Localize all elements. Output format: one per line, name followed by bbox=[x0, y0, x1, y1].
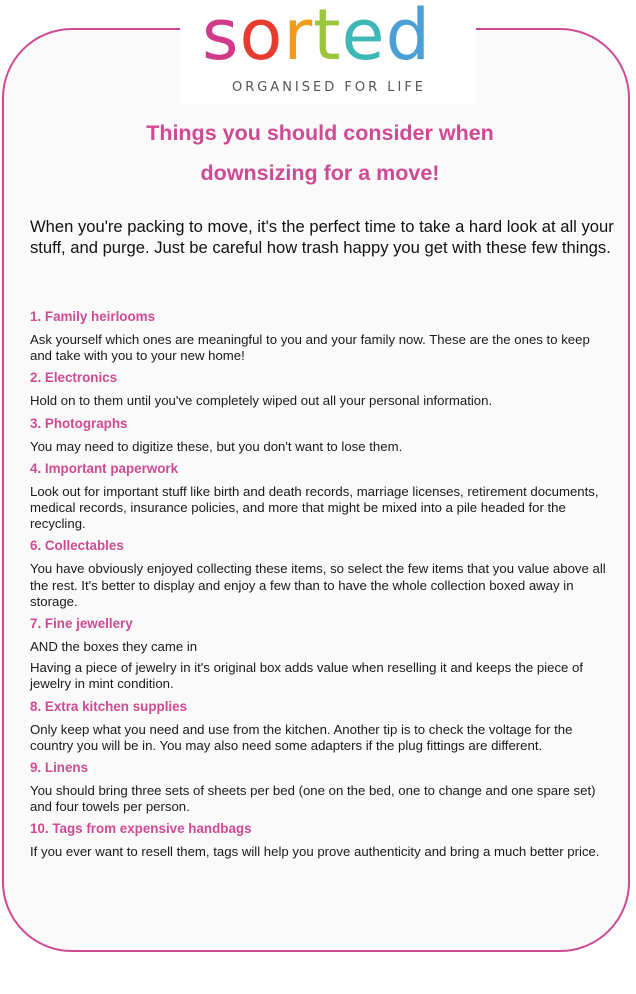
item-heading: 1. Family heirlooms bbox=[30, 309, 156, 324]
intro-paragraph: When you're packing to move, it's the perfect time to take a hard look at all your stuff, and purge. Just be careful how trash happy you get with these few things. bbox=[30, 217, 614, 257]
item-heading: 4. Important paperwork bbox=[30, 460, 179, 476]
list-item bbox=[30, 369, 614, 409]
title-line-2: downsizing for a move! bbox=[200, 161, 440, 185]
list-item bbox=[30, 460, 614, 533]
item-text: If you ever want to resell them, tags will help you prove authenticity and bring a much better price. bbox=[30, 844, 600, 860]
logo-letter: d bbox=[385, 0, 432, 76]
item-heading: 10. Tags from expensive handbags bbox=[30, 821, 252, 837]
item-heading: 8. Extra kitchen supplies bbox=[30, 698, 188, 714]
item-text: Look out for important stuff like birth and death records, marriage licenses, retirement documents, medical records, insurance policies, and more that might be mixed into a pile headed for the recycling. bbox=[30, 483, 599, 532]
item-text: You may need to digitize these, but you don't want to lose them. bbox=[30, 438, 403, 454]
item-text: Having a piece of jewelry in it's original box adds value when reselling it and keeps the piece of jewelry in mint condition. bbox=[30, 660, 584, 692]
item-heading: 6. Collectables bbox=[30, 538, 124, 554]
list-item bbox=[30, 615, 614, 693]
list-item bbox=[30, 759, 614, 815]
logo-tagline: ORGANISED FOR LIFE bbox=[231, 80, 427, 95]
list-item bbox=[30, 820, 614, 860]
list-item bbox=[30, 537, 614, 610]
item-text: Ask yourself which ones are meaningful to you and your family now. These are the ones to keep and take with you to your new home! bbox=[30, 332, 590, 364]
item-text: You have obviously enjoyed collecting these items, so select the few items that you value above all the rest. It's better to display and enjoy a few than to have the whole collection boxed away in storage. bbox=[30, 561, 606, 609]
tips-list bbox=[30, 308, 614, 866]
list-item bbox=[30, 415, 614, 455]
page-title bbox=[60, 113, 580, 193]
list-item bbox=[30, 308, 614, 364]
logo-letter: s bbox=[202, 0, 240, 76]
item-heading: 2. Electronics bbox=[30, 370, 118, 386]
logo-letter: r bbox=[283, 0, 314, 76]
item-text: Hold on to them until you've completely wiped out all your personal information. bbox=[30, 393, 493, 409]
list-item bbox=[30, 698, 614, 754]
item-text: You should bring three sets of sheets per bed (one on the bed, one to change and one spare set) and four towels per person. bbox=[30, 783, 596, 815]
item-text: AND the boxes they came in bbox=[30, 639, 198, 655]
logo-letter: e bbox=[341, 0, 386, 76]
logo-wordmark bbox=[202, 0, 431, 80]
sorted-logo bbox=[180, 0, 476, 104]
item-text: Only keep what you need and use from the kitchen. Another tip is to check the voltage for the country you will be in. You may also need some adapters if the plug fittings are different. bbox=[30, 721, 573, 753]
item-heading: 7. Fine jewellery bbox=[30, 616, 133, 632]
logo-letter: t bbox=[313, 0, 342, 76]
item-heading: 3. Photographs bbox=[30, 415, 128, 431]
item-heading: 9. Linens bbox=[30, 760, 89, 776]
title-line-1: Things you should consider when bbox=[146, 121, 494, 145]
logo-letter: o bbox=[239, 0, 284, 76]
